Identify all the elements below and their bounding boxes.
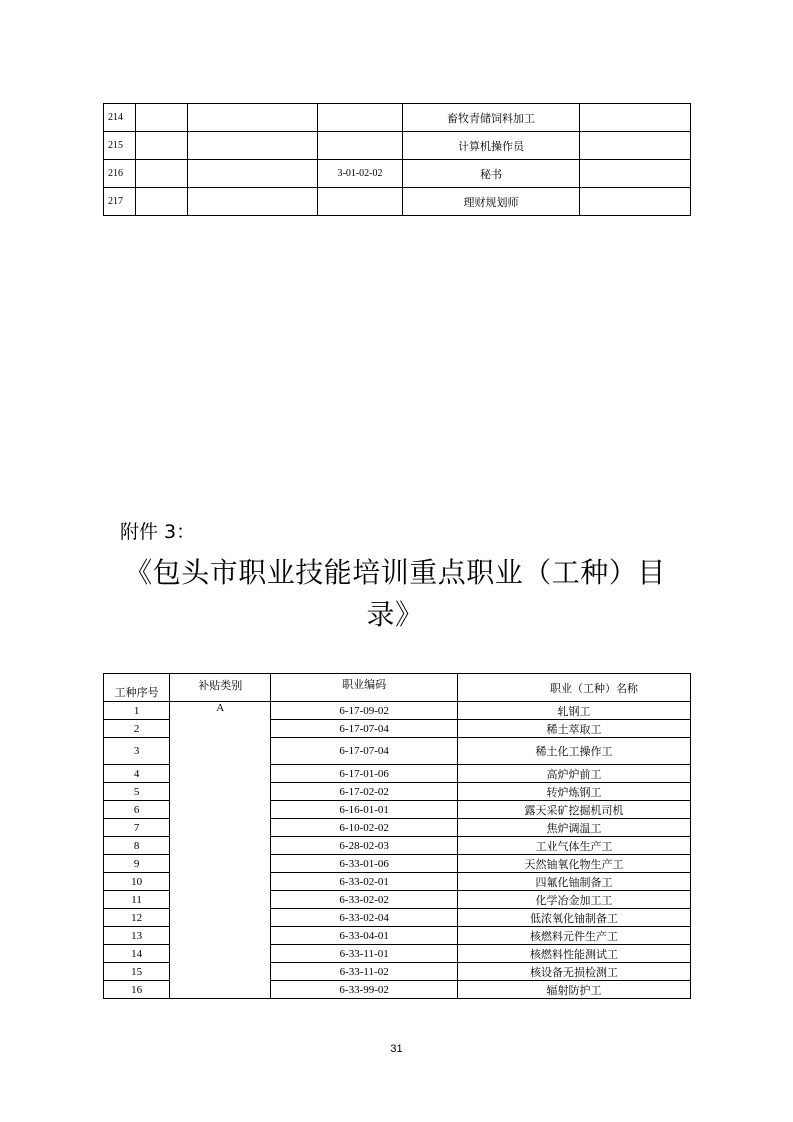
occupation-name: 轧钢工	[458, 702, 691, 720]
row-number: 215	[104, 132, 136, 160]
occupation-name: 焦炉调温工	[458, 819, 691, 837]
occupation-code	[318, 104, 402, 132]
row-number: 9	[104, 855, 170, 873]
empty-cell	[188, 188, 318, 216]
occupation-name: 工业气体生产工	[458, 837, 691, 855]
empty-cell	[580, 104, 691, 132]
subsidy-category	[170, 702, 271, 999]
occupation-name: 计算机操作员	[402, 132, 580, 160]
page-number: 31	[390, 1043, 403, 1055]
empty-cell	[580, 188, 691, 216]
empty-cell	[135, 160, 187, 188]
occupation-name: 低浓氧化铀制备工	[458, 909, 691, 927]
row-number: 2	[104, 720, 170, 738]
continuation-table	[103, 103, 691, 216]
row-number: 15	[104, 963, 170, 981]
header-code: 职业编码	[271, 674, 458, 702]
occupation-name: 化学冶金加工工	[458, 891, 691, 909]
occupation-code: 6-17-09-02	[271, 702, 458, 720]
attachment-label: 附件 3：	[120, 521, 196, 543]
occupation-code: 6-33-11-01	[271, 945, 458, 963]
row-number: 216	[104, 160, 136, 188]
occupation-name: 高炉炉前工	[458, 765, 691, 783]
occupation-code: 6-33-04-01	[271, 927, 458, 945]
empty-cell	[188, 160, 318, 188]
empty-cell	[135, 104, 187, 132]
empty-cell	[188, 104, 318, 132]
table-row	[104, 160, 691, 188]
occupation-code: 6-33-02-02	[271, 891, 458, 909]
occupation-name: 核燃料性能测试工	[458, 945, 691, 963]
row-number: 4	[104, 765, 170, 783]
occupation-name: 稀土萃取工	[458, 720, 691, 738]
empty-cell	[580, 132, 691, 160]
occupation-name: 四氟化铀制备工	[458, 873, 691, 891]
occupation-code: 6-33-01-06	[271, 855, 458, 873]
row-number: 10	[104, 873, 170, 891]
occupation-name: 核燃料元件生产工	[458, 927, 691, 945]
occupation-code: 6-17-07-04	[271, 720, 458, 738]
table-header-row	[104, 674, 691, 702]
subsidy-category-value: A	[216, 702, 225, 714]
table-row	[104, 104, 691, 132]
row-number: 7	[104, 819, 170, 837]
row-number: 13	[104, 927, 170, 945]
occupation-name: 露天采矿挖掘机司机	[458, 801, 691, 819]
row-number: 12	[104, 909, 170, 927]
empty-cell	[135, 132, 187, 160]
row-number: 6	[104, 801, 170, 819]
header-category: 补贴类别	[170, 674, 271, 702]
row-number: 14	[104, 945, 170, 963]
occupation-name: 辐射防护工	[458, 981, 691, 999]
document-title: 《包头市职业技能培训重点职业（工种）目录》	[124, 556, 666, 631]
occupation-name: 理财规划师	[402, 188, 580, 216]
table-row	[104, 188, 691, 216]
occupation-code: 6-33-99-02	[271, 981, 458, 999]
occupation-code: 6-16-01-01	[271, 801, 458, 819]
occupation-name: 畜牧青储饲料加工	[402, 104, 580, 132]
occupation-code: 6-17-07-04	[271, 738, 458, 765]
row-number: 1	[104, 702, 170, 720]
occupation-code: 6-33-11-02	[271, 963, 458, 981]
row-number: 11	[104, 891, 170, 909]
row-number: 217	[104, 188, 136, 216]
occupation-name: 稀土化工操作工	[458, 738, 691, 765]
occupation-code	[318, 188, 402, 216]
table-row	[104, 132, 691, 160]
row-number: 214	[104, 104, 136, 132]
row-number: 3	[104, 738, 170, 765]
occupation-code: 6-17-02-02	[271, 783, 458, 801]
row-number: 8	[104, 837, 170, 855]
table-row	[104, 702, 691, 720]
occupation-code: 6-33-02-04	[271, 909, 458, 927]
empty-cell	[580, 160, 691, 188]
row-number: 5	[104, 783, 170, 801]
occupation-name: 天然铀氧化物生产工	[458, 855, 691, 873]
occupation-code: 3-01-02-02	[318, 160, 402, 188]
occupation-name: 核设备无损检测工	[458, 963, 691, 981]
header-no: 工种序号	[104, 674, 170, 702]
occupation-code: 6-10-02-02	[271, 819, 458, 837]
occupation-catalog-table	[103, 673, 691, 999]
occupation-code: 6-28-02-03	[271, 837, 458, 855]
header-name: 职业（工种）名称	[458, 674, 691, 702]
row-number: 16	[104, 981, 170, 999]
empty-cell	[135, 188, 187, 216]
occupation-code	[318, 132, 402, 160]
occupation-code: 6-17-01-06	[271, 765, 458, 783]
occupation-name: 转炉炼钢工	[458, 783, 691, 801]
empty-cell	[188, 132, 318, 160]
occupation-name: 秘书	[402, 160, 580, 188]
occupation-code: 6-33-02-01	[271, 873, 458, 891]
